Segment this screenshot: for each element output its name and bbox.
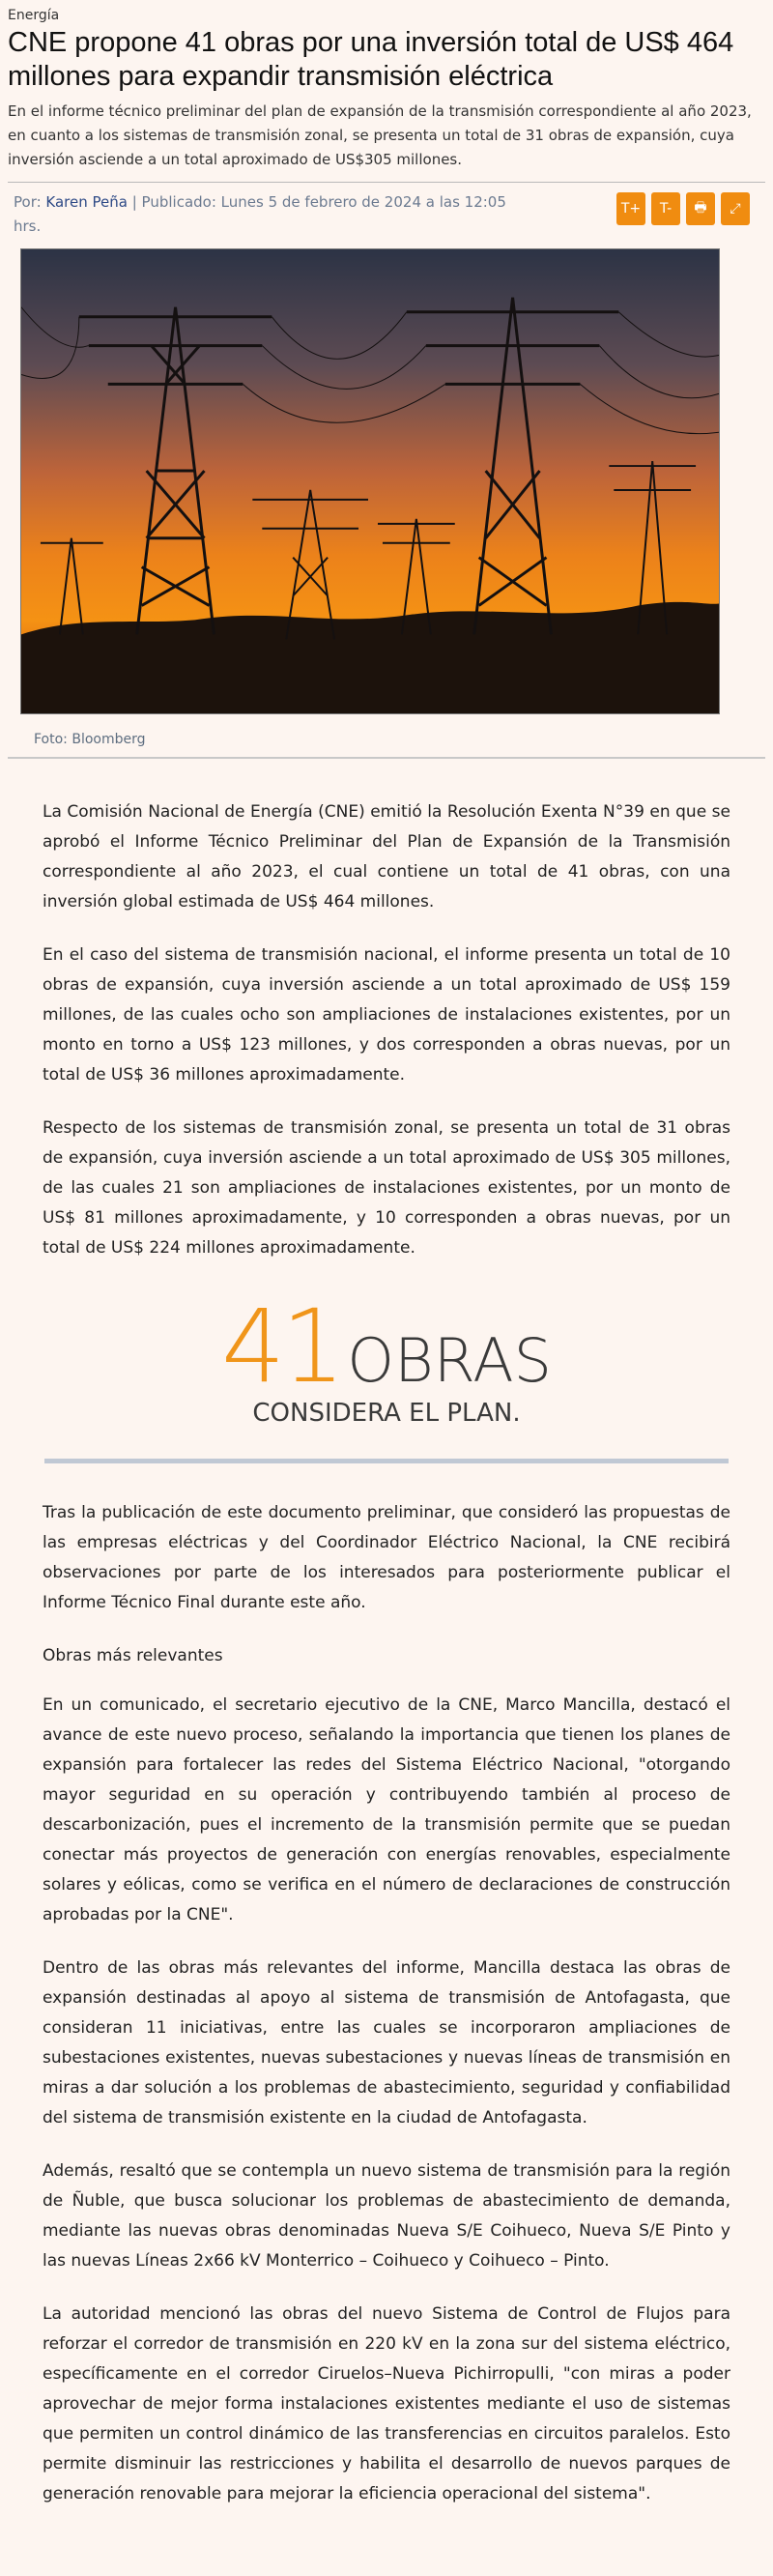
- highlight-graphic: [43, 1287, 730, 1498]
- article-photo: [20, 248, 720, 714]
- byline: [8, 190, 510, 239]
- author-link[interactable]: Karen Peña: [45, 193, 128, 211]
- font-decrease-button[interactable]: T-: [651, 192, 680, 225]
- highlight-headline: [43, 1288, 730, 1405]
- paragraph: En un comunicado, el secretario ejecutivo de la CNE, Marco Mancilla, destacó el avance de este nuevo proceso, señalando la importancia que tienen los planes de expansión para fortalecer las redes del Sistema Eléctrico Nacional, "otorgando mayor seguridad en su operación y contribuyendo también al proceso de descarbonización, pues el incremento de la transmisión permite que se puedan conectar más proyectos de generación con energías renovables, especialmente solares y eólicas, como se verifica en el número de declaraciones de construcción aprobadas por la CNE".: [43, 1695, 730, 1925]
- font-increase-button[interactable]: T+: [616, 192, 645, 225]
- highlight-word: OBRAS: [347, 1325, 553, 1396]
- byline-prefix: Por:: [14, 193, 46, 211]
- paragraph: La autoridad mencionó las obras del nuevo Sistema de Control de Flujos para reforzar el corredor de transmisión en 220 kV en la zona sur del sistema eléctrico, específicamente en el corredor Ciruelos–Nueva Pichirropulli, "con miras a poder aprovechar de mejor forma instalaciones existentes mediante el uso de sistemas que permiten un control dinámico de las transferencias en circuitos paralelos. Esto permite disminuir las restricciones y habilita el desarrollo de nuevos parques de generación renovable para mejorar la eficiencia operacional del sistema".: [43, 2304, 730, 2504]
- paragraph: En el caso del sistema de transmisión nacional, el informe presenta un total de 10 obras de expansión, cuya inversión asciende a un total aproximado de US$ 159 millones, de las cuales ocho son ampliaciones de instalaciones existentes, por un monto en torno a US$ 123 millones, y dos corresponden a obras nuevas, por un total de US$ 36 millones aproximadamente.: [43, 945, 730, 1085]
- paragraph: Además, resaltó que se contempla un nuevo sistema de transmisión para la región de Ñuble, que busca solucionar los problemas de abastecimiento de demanda, mediante las nuevas obras denominadas Nueva S/E Coihueco, Nueva S/E Pinto y las nuevas Líneas 2x66 kV Monterrico – Coihueco y Coihueco – Pinto.: [43, 2161, 730, 2271]
- paragraph: Tras la publicación de este documento preliminar, que consideró las propuestas de las empresas eléctricas y del Coordinador Eléctrico Nacional, la CNE recibirá observaciones por parte de los interesados para posteriormente publicar el Informe Técnico Final durante este año.: [43, 1503, 730, 1612]
- print-icon[interactable]: 🖶: [686, 192, 715, 225]
- photo-credit: Foto: Bloomberg: [34, 732, 146, 747]
- paragraph: La Comisión Nacional de Energía (CNE) emitió la Resolución Exenta N°39 en que se aprobó el Informe Técnico Preliminar del Plan de Expansión de la Transmisión correspondiente al año 2023, el cual contiene un total de 41 obras, con una inversión global estimada de US$ 464 millones.: [43, 802, 730, 912]
- published-date: | Publicado: Lunes 5 de febrero de 2024 a las 12:05 hrs.: [14, 193, 506, 235]
- meta-row: [8, 183, 765, 241]
- highlight-number: 41: [220, 1288, 342, 1405]
- article-header: [0, 0, 773, 759]
- article-body: [0, 759, 773, 2509]
- paragraph: Dentro de las obras más relevantes del informe, Mancilla destaca las obras de expansión destinadas al apoyo al sistema de transmisión de Antofagasta, que consideran 11 iniciativas, entre las cuales se incorporaron ampliaciones de subestaciones existentes, nuevas subestaciones y nuevas líneas de transmisión en miras a dar solución a los problemas de abastecimiento, seguridad y confiabilidad del sistema de transmisión existente en la ciudad de Antofagasta.: [43, 1958, 730, 2127]
- paragraph: Respecto de los sistemas de transmisión zonal, se presenta un total de 31 obras de expansión, cuya inversión asciende a un total aproximado de US$ 305 millones, de las cuales 21 son ampliaciones de instalaciones existentes, por un monto de US$ 81 millones aproximadamente, y 10 corresponden a obras nuevas, por un total de US$ 224 millones aproximadamente.: [43, 1118, 730, 1258]
- article-title: CNE propone 41 obras por una inversión total de US$ 464 millones para expandir transmisión eléctrica: [8, 27, 734, 92]
- article-summary: En el informe técnico preliminar del plan de expansión de la transmisión correspondiente al año 2023, en cuanto a los sistemas de transmisión zonal, se presenta un total de 31 obras de expansión, cuya inversión asciende a un total aproximado de US$305 millones.: [8, 102, 752, 168]
- subheading: Obras más relevantes: [43, 1646, 223, 1665]
- article-photo-figure: [8, 248, 765, 757]
- highlight-caption: CONSIDERA EL PLAN.: [252, 1399, 521, 1428]
- category-label[interactable]: Energía: [8, 8, 60, 23]
- expand-icon[interactable]: ⤢: [721, 192, 750, 225]
- article-tools: [616, 192, 750, 225]
- highlight-divider: [44, 1459, 729, 1463]
